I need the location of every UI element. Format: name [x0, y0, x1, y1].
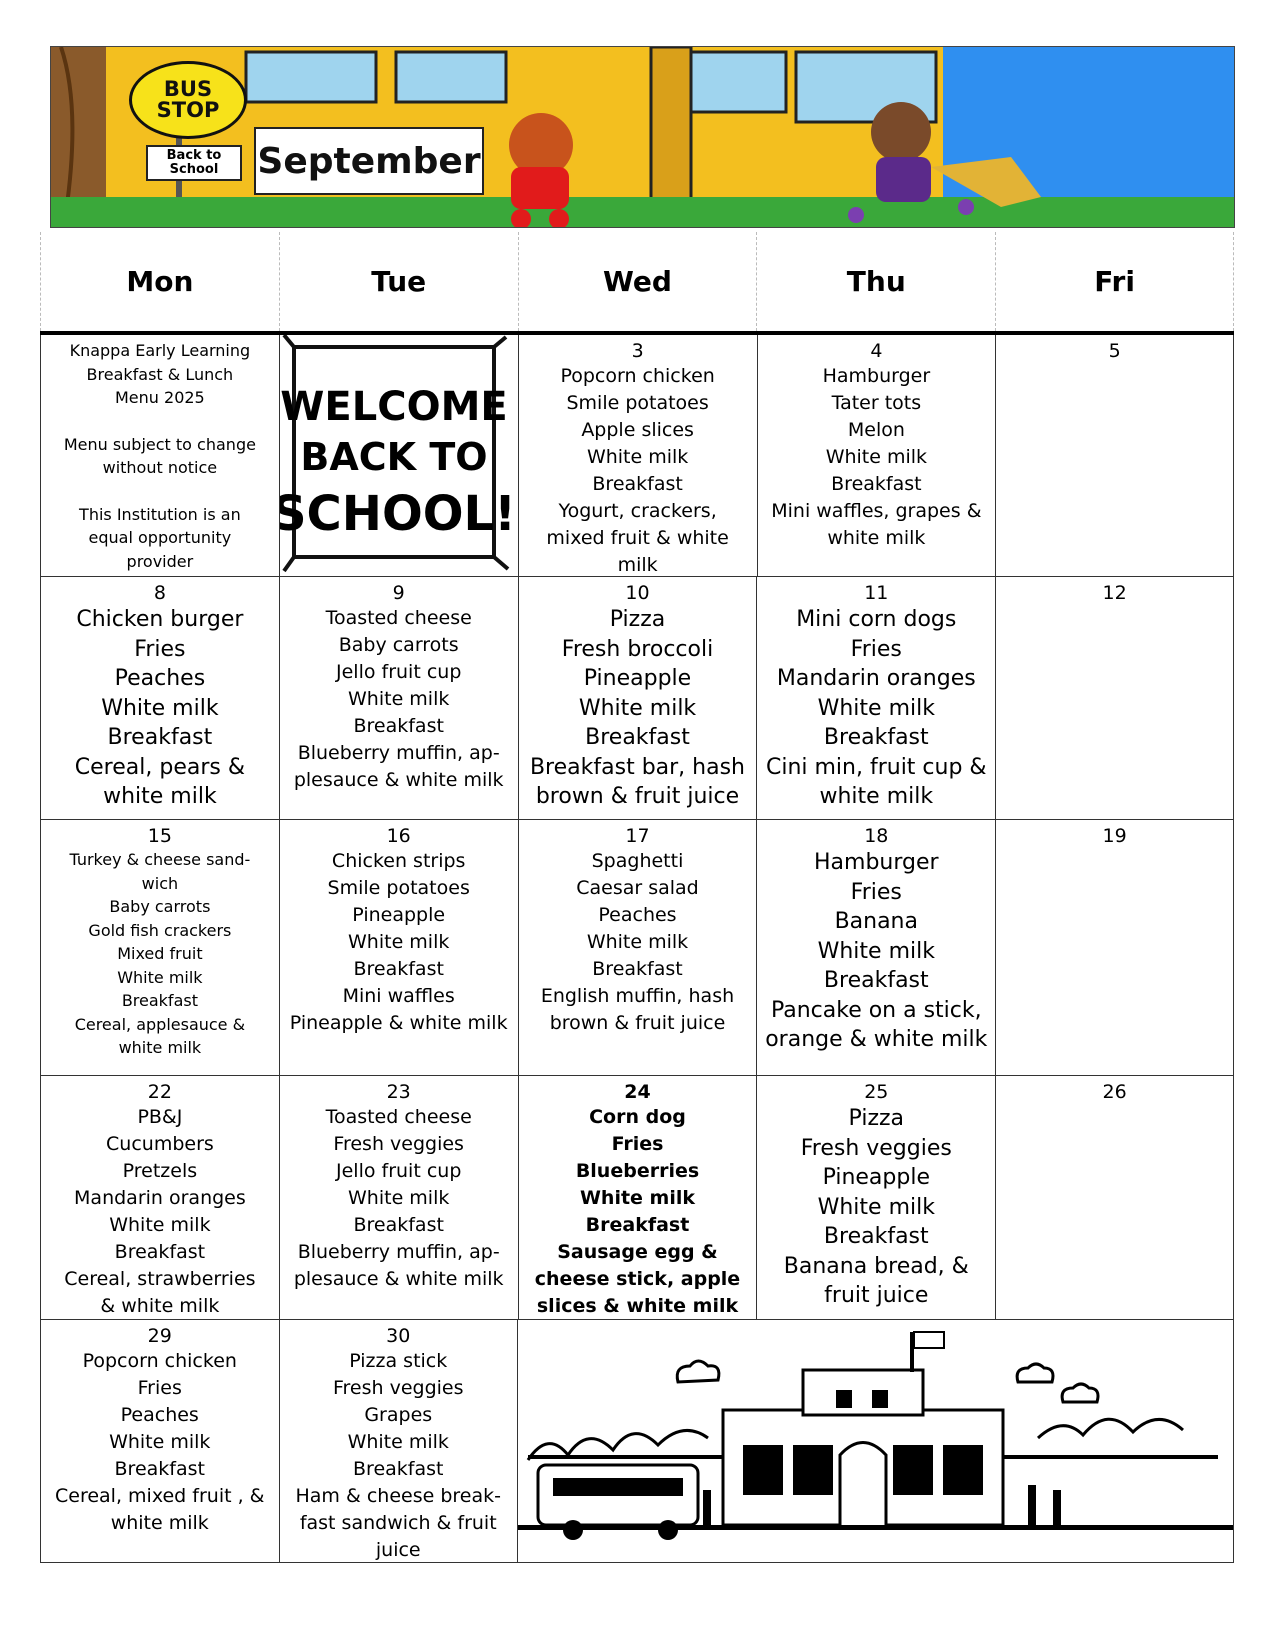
- info-line: provider: [126, 551, 194, 571]
- info-line: Breakfast & Lunch: [86, 364, 234, 384]
- menu-item: Blueberries: [575, 1160, 700, 1182]
- menu-item: Breakfast: [114, 1241, 206, 1263]
- menu-item: Melon: [847, 419, 905, 441]
- day-cell: [40, 1320, 279, 1562]
- menu-item: White milk: [817, 1194, 935, 1220]
- menu-item: Breakfast: [114, 1458, 205, 1480]
- menu-item: White milk: [347, 1431, 449, 1453]
- menu-item: Pineapple: [822, 1165, 930, 1190]
- menu-item: Mixed fruit: [117, 944, 203, 963]
- day-number: 11: [864, 582, 889, 604]
- welcome-back-to-school-sign: [280, 335, 518, 575]
- menu-item: juice: [375, 1539, 421, 1561]
- menu-item: Breakfast: [585, 1214, 690, 1236]
- menu-item: Breakfast: [121, 991, 198, 1010]
- day-cell: [40, 1076, 279, 1319]
- menu-item: Pineapple & white milk: [289, 1012, 508, 1034]
- menu-item: slices & white milk: [536, 1295, 739, 1317]
- menu-item: Pizza stick: [349, 1350, 448, 1372]
- day-number: 4: [870, 340, 883, 362]
- menu-item: Smile potatoes: [566, 392, 709, 414]
- menu-item: Cereal, mixed fruit , &: [55, 1485, 265, 1507]
- menu-item: Ham & cheese break-: [295, 1485, 501, 1507]
- menu-item: White milk: [578, 695, 697, 721]
- menu-item: White milk: [109, 1214, 211, 1236]
- week-4-row: [40, 1076, 1234, 1320]
- menu-item: Fresh veggies: [333, 1133, 464, 1155]
- welcome-line2: BACK TO: [300, 435, 488, 479]
- menu-item: Smile potatoes: [327, 877, 470, 899]
- info-line: Menu subject to change: [63, 434, 256, 454]
- menu-item: white milk: [819, 784, 934, 809]
- day-cell: [279, 820, 518, 1075]
- menu-item: Baby carrots: [109, 897, 211, 916]
- menu-item: Apple slices: [581, 419, 694, 441]
- menu-item: Banana bread, &: [783, 1253, 969, 1279]
- welcome-line1: WELCOME: [280, 384, 508, 430]
- menu-item: Pizza: [609, 607, 666, 632]
- day-cell: [757, 335, 996, 576]
- day-number: 12: [1102, 582, 1127, 604]
- menu-item: orange & white milk: [765, 1027, 988, 1052]
- menu-item: Breakfast: [353, 1458, 444, 1480]
- menu-item: mixed fruit & white: [546, 527, 729, 549]
- school-building-illustration: [518, 1320, 1233, 1560]
- info-line: without notice: [102, 458, 218, 477]
- menu-item: Mandarin oranges: [776, 666, 976, 691]
- menu-item: Spaghetti: [591, 850, 684, 872]
- menu-item: Hamburger: [814, 850, 939, 875]
- welcome-line3: SCHOOL!: [279, 486, 516, 542]
- day-cell: [995, 1076, 1234, 1319]
- header-wed: Wed: [518, 232, 757, 331]
- day-cell: [518, 1076, 757, 1319]
- menu-item: White milk: [348, 688, 450, 710]
- menu-item: fruit juice: [824, 1283, 929, 1308]
- day-cell: [756, 577, 995, 819]
- menu-item: Banana: [834, 909, 918, 934]
- menu-item: Cucumbers: [106, 1133, 214, 1155]
- menu-item: Breakfast: [353, 715, 444, 737]
- menu-item: Chicken strips: [331, 850, 466, 872]
- menu-item: White milk: [586, 931, 689, 953]
- menu-item: Peaches: [120, 1404, 199, 1426]
- menu-item: Toasted cheese: [325, 607, 472, 629]
- menu-item: Fries: [137, 1377, 182, 1399]
- day-number: 25: [864, 1081, 889, 1103]
- menu-item: White milk: [817, 695, 935, 721]
- info-line: Knappa Early Learning: [69, 341, 251, 360]
- menu-item: Fresh veggies: [800, 1135, 952, 1161]
- menu-item: Fries: [850, 879, 902, 905]
- menu-item: & white milk: [100, 1295, 220, 1317]
- day-number: 24: [624, 1081, 651, 1103]
- menu-item: Toasted cheese: [325, 1106, 472, 1128]
- back-line1: Back to: [166, 148, 222, 163]
- header-fri: Fri: [995, 232, 1234, 331]
- menu-item: plesauce & white milk: [293, 769, 504, 791]
- menu-item: PB&J: [137, 1106, 183, 1128]
- day-number: 8: [153, 582, 166, 604]
- day-number: 23: [386, 1081, 411, 1103]
- day-cell: [518, 335, 757, 576]
- day-number: 17: [625, 825, 650, 847]
- menu-item: Turkey & cheese sand-: [69, 850, 251, 869]
- menu-item: Popcorn chicken: [82, 1350, 237, 1372]
- back-to-school-sign: [146, 145, 242, 181]
- menu-item: fast sandwich & fruit: [299, 1512, 497, 1534]
- menu-item: Sausage egg &: [557, 1241, 718, 1263]
- menu-item: White milk: [825, 446, 928, 468]
- menu-item: Blueberry muffin, ap-: [297, 1241, 500, 1263]
- menu-item: Corn dog: [589, 1106, 686, 1128]
- menu-item: Grapes: [364, 1404, 433, 1426]
- menu-item: Breakfast: [592, 473, 683, 495]
- menu-item: White milk: [817, 938, 935, 964]
- menu-item: Breakfast: [107, 725, 213, 750]
- day-number: 15: [147, 825, 172, 847]
- menu-calendar: [40, 232, 1234, 1563]
- menu-item: Pretzels: [122, 1160, 198, 1182]
- day-cell: [756, 820, 995, 1075]
- menu-item: White milk: [117, 967, 203, 987]
- header-mon: Mon: [40, 232, 279, 331]
- info-line: equal opportunity: [88, 528, 232, 547]
- menu-item: White milk: [101, 695, 219, 721]
- info-line: This Institution is an: [79, 504, 241, 524]
- menu-item: plesauce & white milk: [293, 1268, 504, 1290]
- menu-item: Jello fruit cup: [336, 661, 462, 683]
- day-cell: [40, 820, 279, 1075]
- week-1-row: [40, 335, 1234, 577]
- day-number: 30: [386, 1325, 411, 1347]
- menu-item: Fresh veggies: [332, 1377, 464, 1399]
- menu-item: Baby carrots: [338, 634, 459, 656]
- day-number: 29: [147, 1325, 172, 1347]
- menu-item: Pineapple: [352, 904, 446, 926]
- day-cell: [995, 577, 1234, 819]
- menu-item: Pizza: [848, 1106, 905, 1131]
- menu-item: White milk: [348, 931, 450, 953]
- menu-item: Jello fruit cup: [336, 1160, 462, 1182]
- school-illustration-cell: [517, 1320, 1234, 1562]
- menu-item: Popcorn chicken: [560, 365, 715, 387]
- menu-item: white milk: [110, 1512, 209, 1534]
- menu-item: Mandarin oranges: [74, 1187, 246, 1209]
- day-cell: [279, 1076, 518, 1319]
- menu-item: Cereal, applesauce &: [74, 1014, 246, 1034]
- bus-stop-sign: [129, 61, 247, 139]
- menu-item: Breakfast: [353, 1214, 444, 1236]
- day-cell: [756, 1076, 995, 1319]
- menu-item: Tater tots: [831, 392, 922, 414]
- day-number: 9: [392, 582, 405, 604]
- menu-item: English muffin, hash: [540, 985, 735, 1007]
- menu-item: Mini waffles, grapes &: [771, 500, 982, 522]
- menu-item: Caesar salad: [576, 877, 699, 899]
- day-number: 3: [631, 340, 644, 362]
- header-tue: Tue: [279, 232, 518, 331]
- menu-item: Breakfast: [831, 473, 922, 495]
- menu-item: Mini waffles: [342, 985, 455, 1007]
- menu-item: White milk: [109, 1431, 211, 1453]
- day-number: 19: [1102, 825, 1127, 847]
- menu-item: Mini corn dogs: [796, 607, 957, 632]
- menu-item: Breakfast: [823, 1224, 929, 1249]
- bus-stop-line2: STOP: [156, 98, 220, 122]
- menu-item: Peaches: [114, 666, 206, 691]
- menu-item: Pineapple: [583, 666, 692, 691]
- menu-item: wich: [141, 873, 179, 893]
- day-number: 22: [147, 1081, 172, 1103]
- menu-item: White milk: [348, 1187, 450, 1209]
- menu-item: white milk: [827, 527, 926, 549]
- week-3-row: [40, 820, 1234, 1076]
- menu-item: White milk: [579, 1187, 696, 1209]
- menu-item: white milk: [103, 784, 217, 809]
- day-number: 16: [386, 825, 411, 847]
- day-cell: [995, 335, 1234, 576]
- menu-item: Gold fish crackers: [88, 920, 232, 940]
- info-line: Menu 2025: [115, 388, 205, 407]
- menu-item: Hamburger: [822, 365, 931, 387]
- menu-item: Breakfast: [823, 725, 929, 750]
- week-5-row: [40, 1320, 1234, 1563]
- menu-item: brown & fruit juice: [535, 784, 740, 809]
- day-cell: [518, 577, 757, 819]
- bus-stop-line1: BUS: [163, 77, 213, 101]
- menu-item: cheese stick, apple: [534, 1268, 741, 1290]
- welcome-back-cell: [279, 335, 518, 576]
- menu-item: Chicken burger: [76, 607, 244, 632]
- day-cell: [279, 1320, 518, 1562]
- menu-item: Breakfast: [353, 958, 444, 980]
- info-cell: [40, 335, 279, 576]
- menu-item: brown & fruit juice: [549, 1012, 726, 1034]
- september-banner: [50, 46, 1235, 228]
- menu-item: White milk: [586, 446, 689, 468]
- menu-item: Breakfast: [823, 968, 929, 993]
- day-number: 18: [864, 825, 889, 847]
- menu-item: Breakfast bar, hash: [529, 754, 745, 780]
- menu-item: Peaches: [598, 904, 677, 926]
- menu-item: Cereal, strawberries: [64, 1268, 256, 1290]
- day-number: 26: [1102, 1081, 1127, 1103]
- month-title: September: [254, 127, 484, 195]
- menu-item: Cereal, pears &: [74, 754, 245, 780]
- weekday-header-row: [40, 232, 1234, 335]
- week-2-row: [40, 577, 1234, 820]
- menu-item: Pancake on a stick,: [770, 997, 982, 1023]
- day-cell: [279, 577, 518, 819]
- day-number: 5: [1108, 340, 1121, 362]
- day-cell: [995, 820, 1234, 1075]
- menu-item: Fresh broccoli: [561, 636, 714, 662]
- menu-item: Fries: [611, 1133, 664, 1155]
- day-number: 10: [625, 582, 650, 604]
- menu-item: Yogurt, crackers,: [558, 500, 717, 522]
- menu-item: milk: [617, 554, 658, 576]
- menu-item: Fries: [134, 636, 186, 662]
- menu-item: white milk: [118, 1038, 202, 1057]
- header-thu: Thu: [756, 232, 995, 331]
- menu-item: Cini min, fruit cup &: [765, 754, 987, 780]
- menu-item: Breakfast: [592, 958, 683, 980]
- day-cell: [518, 820, 757, 1075]
- back-line2: School: [169, 162, 219, 177]
- day-cell: [40, 577, 279, 819]
- menu-item: Fries: [850, 636, 902, 662]
- menu-item: Blueberry muffin, ap-: [297, 742, 500, 764]
- menu-item: Breakfast: [585, 725, 690, 750]
